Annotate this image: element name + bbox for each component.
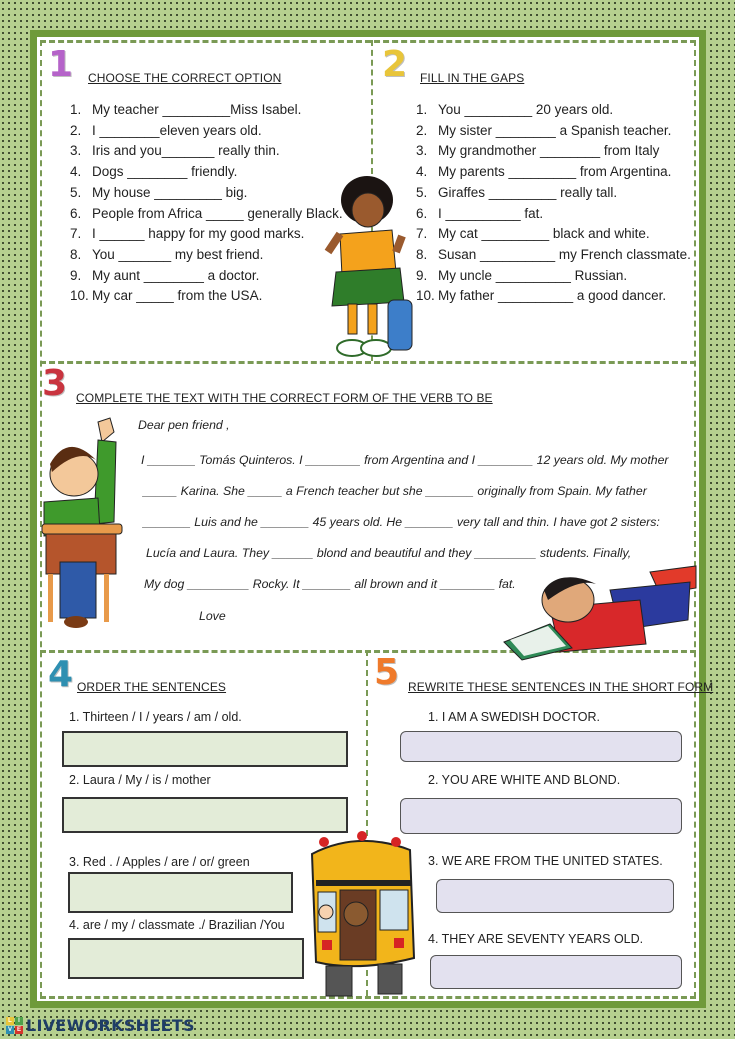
- boy-reading-illustration: [500, 560, 700, 662]
- answer-box-2[interactable]: [62, 797, 348, 833]
- question-text: 4. are / my / classmate ./ Brazilian /You: [69, 918, 285, 932]
- question-list: [70, 100, 343, 307]
- list-item: 7. My cat _________ black and white.: [416, 226, 650, 242]
- question-list: [416, 100, 691, 307]
- school-bus-illustration: [298, 830, 430, 1002]
- logo-icon: L I V E: [7, 1018, 21, 1033]
- section-number-badge: 4: [48, 654, 74, 695]
- answer-box-2[interactable]: [400, 798, 682, 834]
- divider: [40, 40, 696, 43]
- list-item: 6. People from Africa _____ generally Black.: [70, 205, 343, 221]
- section-number-badge: 1: [48, 44, 74, 85]
- letter-line: Lucía and Laura. They ______ blond and beautiful and they _________ students. Finally,: [146, 546, 632, 560]
- answer-box-4[interactable]: [430, 955, 682, 989]
- boy-at-desk-illustration: [38, 412, 128, 634]
- logo-text: LIVEWORKSHEETS: [26, 1016, 195, 1035]
- list-item: 1. My teacher _________Miss Isabel.: [70, 102, 302, 117]
- list-item: 8. You _______ my best friend.: [70, 246, 264, 262]
- answer-box-1[interactable]: [400, 731, 682, 762]
- question-text: 2. Laura / My / is / mother: [69, 773, 211, 787]
- question-text: 2. YOU ARE WHITE AND BLOND.: [428, 773, 621, 787]
- list-item: 6. I __________ fat.: [416, 205, 544, 221]
- section-title: COMPLETE THE TEXT WITH THE CORRECT FORM OF THE VERB TO BE: [76, 391, 493, 405]
- question-text: 1. Thirteen / I / years / am / old.: [69, 710, 242, 724]
- divider: [40, 361, 696, 364]
- list-item: 3. My grandmother ________ from Italy: [416, 143, 660, 159]
- section-title: ORDER THE SENTENCES: [77, 680, 227, 694]
- list-item: 9. My aunt ________ a doctor.: [70, 267, 260, 283]
- letter-line: Dear pen friend ,: [138, 418, 230, 432]
- liveworksheets-logo[interactable]: [6, 1016, 195, 1035]
- list-item: 2. My sister ________ a Spanish teacher.: [416, 122, 672, 138]
- list-item: 1. You _________ 20 years old.: [416, 102, 614, 117]
- list-item: 5. My house _________ big.: [70, 184, 248, 200]
- section-title: CHOOSE THE CORRECT OPTION: [88, 71, 282, 85]
- letter-line: Love: [199, 609, 226, 623]
- answer-box-1[interactable]: [62, 731, 348, 767]
- girl-with-backpack-illustration: [322, 172, 418, 360]
- list-item: 8. Susan __________ my French classmate.: [416, 246, 691, 262]
- list-item: 4. Dogs ________ friendly.: [70, 164, 238, 180]
- section-title: REWRITE THESE SENTENCES IN THE SHORT FORM: [408, 680, 714, 694]
- section-number-badge: 3: [42, 363, 68, 404]
- list-item: 9. My uncle __________ Russian.: [416, 267, 628, 283]
- question-text: 3. WE ARE FROM THE UNITED STATES.: [428, 854, 663, 868]
- question-text: 1. I AM A SWEDISH DOCTOR.: [428, 710, 601, 724]
- section-number-badge: 2: [382, 44, 408, 85]
- list-item: 5. Giraffes _________ really tall.: [416, 184, 618, 200]
- list-item: 2. I ________eleven years old.: [70, 122, 262, 138]
- list-item: 3. Iris and you_______ really thin.: [70, 143, 280, 159]
- answer-box-4[interactable]: [68, 938, 304, 979]
- answer-box-3[interactable]: [68, 872, 293, 913]
- section-number-badge: 5: [374, 652, 400, 693]
- letter-line: I _______ Tomás Quinteros. I ________ from Argentina and I ________ 12 years old. My mother: [141, 453, 669, 467]
- question-text: 4. THEY ARE SEVENTY YEARS OLD.: [428, 932, 644, 946]
- question-text: 3. Red . / Apples / are / or/ green: [69, 855, 250, 869]
- answer-box-3[interactable]: [436, 879, 674, 913]
- letter-line: _____ Karina. She _____ a French teacher but she _______ originally from Spain. My father: [143, 484, 647, 498]
- divider: [694, 40, 696, 998]
- list-item: 10. My father __________ a good dancer.: [416, 288, 667, 304]
- letter-line: My dog _________ Rocky. It _______ all brown and it ________ fat.: [144, 577, 516, 591]
- list-item: 10. My car _____ from the USA.: [70, 288, 263, 304]
- section-title: FILL IN THE GAPS: [420, 71, 525, 85]
- list-item: 7. I ______ happy for my good marks.: [70, 226, 305, 242]
- letter-line: _______ Luis and he _______ 45 years old. He _______ very tall and thin. I have got 2 sisters:: [143, 515, 660, 529]
- list-item: 4. My parents _________ from Argentina.: [416, 164, 672, 180]
